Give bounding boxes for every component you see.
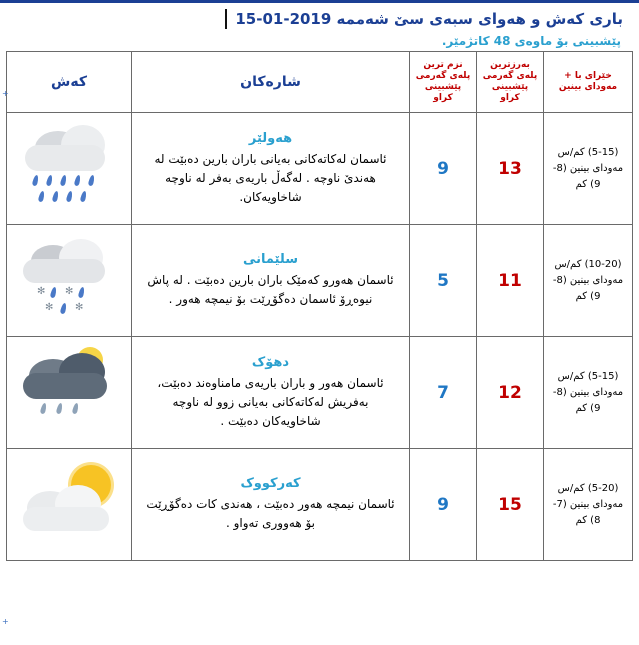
column-header-temp-max: بەرزترین پلەی گەرمی پێشبینی کراو	[477, 52, 544, 113]
temp-max-value: 12	[477, 337, 544, 449]
column-header-cities: شارەكان	[132, 52, 410, 113]
city-description: ئاسمان هەورو کەمێک باران بارین دەبێت . لە پاش نیوەڕۆ ئاسمان دەگۆڕێت بۆ نیمچە هەور .	[147, 273, 394, 306]
wind-value: (5-15) کم/س مەودای بینین (8-9) کم	[544, 113, 633, 225]
city-description: ئاسمان نیمچە هەور دەبێت ، هەندی کات دەگۆڕێت بۆ هەووری تەواو .	[146, 497, 395, 530]
temp-max-value: 13	[477, 113, 544, 225]
city-cell	[132, 449, 410, 561]
city-name: سلێمانی	[242, 252, 299, 267]
forecast-table	[6, 51, 633, 561]
sky-cell	[7, 225, 132, 337]
temp-min-value: 5	[410, 225, 477, 337]
table-body	[7, 113, 633, 561]
table-row	[7, 225, 633, 337]
plus-marker-bottom: +	[2, 617, 9, 626]
city-name: هەولێر	[248, 130, 293, 146]
city-cell	[132, 113, 410, 225]
city-name: کەرکووک	[240, 476, 301, 491]
page-subtitle: پێشبینی بۆ ماوەی 48 کاتژمێر.	[441, 34, 621, 48]
wind-value: (10-20) کم/س مەودای بینین (8-9) کم	[544, 225, 633, 337]
column-header-temp-min: نزم ترین پلەی گەرمی پێشبینی کراو	[410, 52, 477, 113]
wind-value: (5-15) کم/س مەودای بینین (8-9) کم	[544, 337, 633, 449]
sky-cell	[7, 337, 132, 449]
city-description: ئاسمان هەور و باران باریەی مامناوەند دەبێت، بەفریش لەکاتەکانی بەیانی زوو لە ناوچە شاخاویەکان دەبێت .	[157, 375, 384, 428]
wind-value: (5-20) کم/س مەودای بینین (7-8) کم	[544, 449, 633, 561]
sun-cloud-icon	[17, 455, 121, 551]
rain-cloud-icon	[17, 119, 121, 215]
city-name: دهۆک	[251, 354, 290, 370]
sky-cell	[7, 113, 132, 225]
table-row	[7, 337, 633, 449]
table-header-row	[7, 52, 633, 113]
temp-min-value: 9	[410, 449, 477, 561]
temp-max-value: 11	[477, 225, 544, 337]
city-cell	[132, 225, 410, 337]
table-row	[7, 113, 633, 225]
page-header	[0, 3, 639, 51]
page-title: باری کەش و هەوای سبەی سێ شەممە 2019-01-15	[225, 9, 629, 29]
city-cell	[132, 337, 410, 449]
sleet-cloud-icon: ✻ ✻ ✻ ✻	[17, 231, 121, 327]
plus-marker-top: +	[2, 89, 9, 98]
temp-min-value: 9	[410, 113, 477, 225]
sky-cell	[7, 449, 132, 561]
temp-min-value: 7	[410, 337, 477, 449]
storm-cloud-icon	[17, 343, 121, 439]
city-description: ئاسمان لەکاتەکانی بەیانی باران بارین دەبێت لە هەندێ ناوچە . لەگەڵ باریەی بەفر لە ناوچە شاخاویەکان.	[154, 151, 387, 204]
table-header	[7, 52, 633, 113]
page-footer-space	[0, 561, 639, 591]
column-header-wind: خێرای با + مەودای بینین	[544, 52, 633, 113]
column-header-sky: کەش	[7, 52, 132, 113]
table-row	[7, 449, 633, 561]
temp-max-value: 15	[477, 449, 544, 561]
forecast-table-container	[0, 51, 639, 561]
